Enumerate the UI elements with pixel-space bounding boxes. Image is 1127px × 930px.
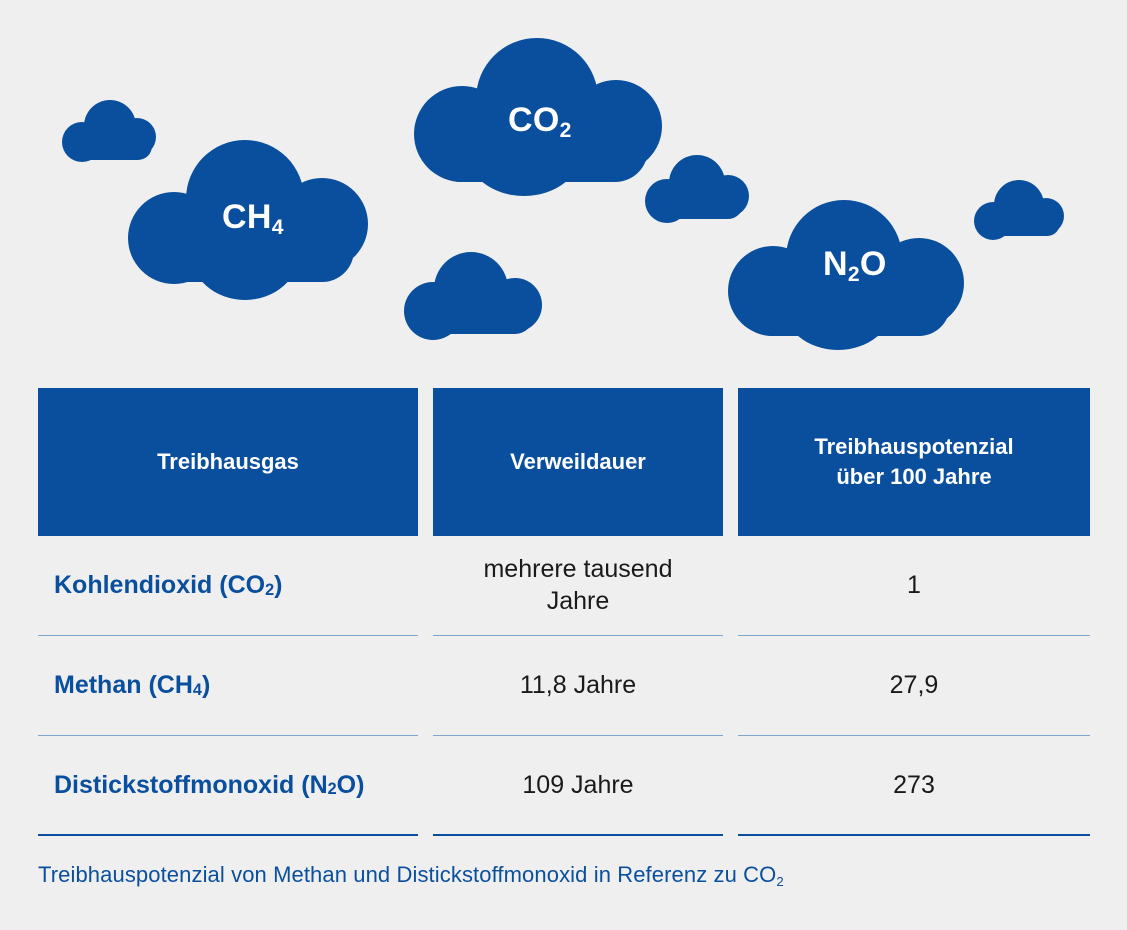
cloud-label-n2o-text: N — [823, 245, 848, 283]
table-cell-gwp: 27,9 — [738, 636, 1090, 736]
gas-name-text: Methan (CH — [54, 671, 193, 699]
cloud-label-co2 — [508, 101, 572, 140]
gas-name-sub: 4 — [192, 680, 202, 699]
decorative-cloud-small-bottom — [404, 252, 542, 334]
cloud-label-co2-sub: 2 — [559, 118, 572, 142]
cloud-illustration — [0, 0, 1127, 390]
cloud-label-n2o — [823, 245, 887, 284]
duration-line2: Jahre — [546, 586, 610, 615]
gas-name-tail: ) — [274, 571, 283, 599]
table-row — [38, 636, 1090, 736]
caption-sub: 2 — [776, 874, 784, 890]
table-cell-gwp: 1 — [738, 536, 1090, 636]
table-header-row — [38, 388, 1090, 536]
decorative-cloud-small-right — [974, 180, 1066, 234]
table-cell-duration — [433, 536, 723, 636]
cloud-label-ch4-sub: 4 — [271, 215, 284, 239]
table-row — [38, 536, 1090, 636]
greenhouse-gas-table — [38, 388, 1090, 836]
gas-name-text: Distickstoffmonoxid (N — [54, 770, 328, 799]
table-cell-gas-name — [38, 536, 418, 636]
gas-name-sub: 2 — [327, 780, 337, 799]
cloud-label-n2o-suffix: O — [859, 245, 887, 283]
gas-name-tail: O) — [336, 770, 365, 799]
table-cell-gas-name — [38, 636, 418, 736]
table-header-duration: Verweildauer — [433, 388, 723, 536]
table-header-gwp-line2: über 100 Jahre — [836, 464, 992, 489]
table-cell-gas-name — [38, 736, 418, 836]
caption-text: Treibhauspotenzial von Methan und Distickstoffmonoxid in Referenz zu CO — [38, 862, 777, 887]
cloud-label-co2-text: CO — [508, 101, 560, 139]
gas-name-sub: 2 — [265, 580, 275, 599]
cloud-label-ch4 — [222, 198, 284, 237]
cloud-label-ch4-text: CH — [222, 198, 272, 236]
gas-name-text: Kohlendioxid (CO — [54, 571, 266, 599]
duration-line1: mehrere tausend — [483, 555, 673, 584]
table-header-gwp — [738, 388, 1090, 536]
cloud-label-n2o-sub: 2 — [847, 262, 860, 286]
figure-caption — [38, 862, 784, 888]
table-cell-duration: 109 Jahre — [433, 736, 723, 836]
table-header-gas: Treibhausgas — [38, 388, 418, 536]
table-cell-duration: 11,8 Jahre — [433, 636, 723, 736]
table-header-gwp-line1: Treibhauspotenzial — [814, 434, 1014, 460]
table-row — [38, 736, 1090, 836]
gas-name-tail: ) — [201, 671, 211, 699]
table-cell-gwp: 273 — [738, 736, 1090, 836]
